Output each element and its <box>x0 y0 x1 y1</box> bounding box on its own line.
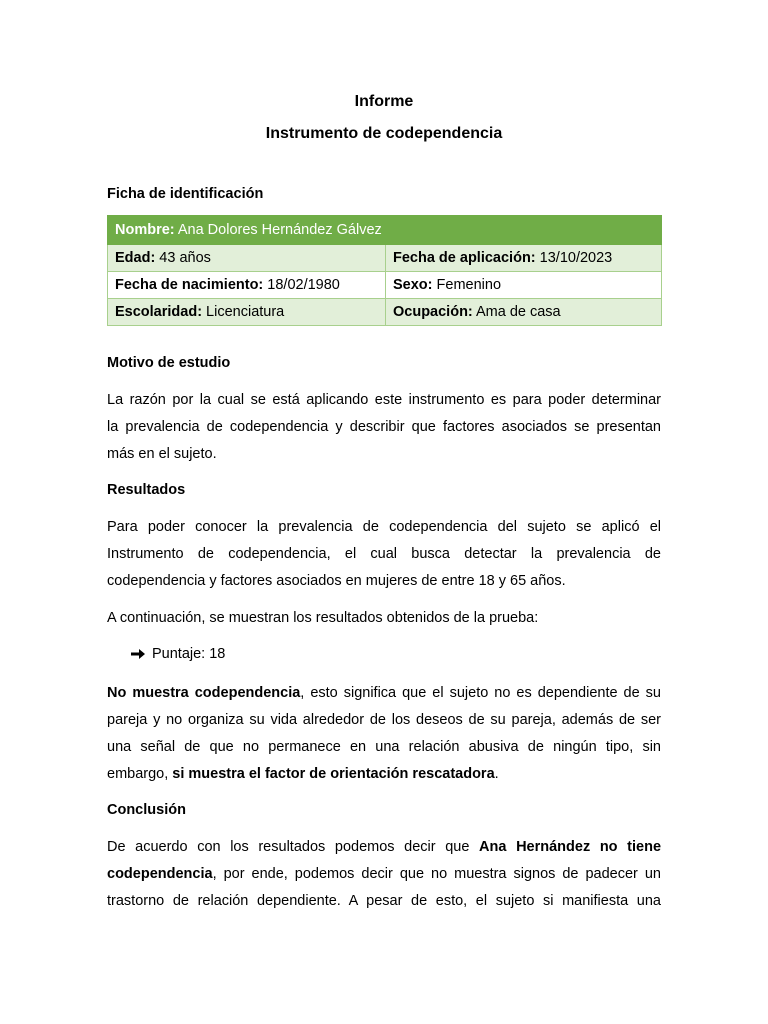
conclusion-paragraph <box>107 834 661 915</box>
ocupacion-value: Ama de casa <box>472 304 561 320</box>
escolaridad-cell <box>108 299 386 326</box>
resultados-intro <box>107 605 661 632</box>
table-row-nacimiento <box>108 272 662 299</box>
score-bullet <box>130 646 225 662</box>
escolaridad-label: Escolaridad: <box>115 304 203 320</box>
text-line: A continuación, se muestran los resultados obtenidos de la prueba: <box>107 610 539 626</box>
fecha-aplicacion-cell <box>386 245 662 272</box>
text-line: La razón por la cual se está aplicando este instrumento es para poder determinar <box>107 392 661 408</box>
text-fragment: embargo, <box>107 766 173 782</box>
conclusion-bold: Ana Hernández no tiene <box>479 839 662 855</box>
ocupacion-cell <box>386 299 662 326</box>
conclusion-bold: codependencia <box>107 866 213 882</box>
fecha-nacimiento-value: 18/02/1980 <box>263 277 340 293</box>
nombre-value: Ana Dolores Hernández Gálvez <box>174 222 382 238</box>
ocupacion-label: Ocupación: <box>393 304 473 320</box>
ficha-heading: Ficha de identificación <box>107 186 264 202</box>
sexo-label: Sexo: <box>393 277 433 293</box>
text-fragment: . <box>494 766 499 782</box>
fecha-nacimiento-cell <box>108 272 386 299</box>
resultados-interpretation <box>107 680 661 788</box>
fecha-nacimiento-label: Fecha de nacimiento: <box>115 277 264 293</box>
table-row-edad <box>108 245 662 272</box>
no-codependencia-bold: No muestra codependencia <box>107 685 301 701</box>
fecha-aplicacion-label: Fecha de aplicación: <box>393 250 536 266</box>
table-row-nombre <box>108 216 662 245</box>
text-line <box>107 861 661 888</box>
sexo-cell <box>386 272 662 299</box>
edad-cell <box>108 245 386 272</box>
fecha-aplicacion-value: 13/10/2023 <box>535 250 613 266</box>
arrow-right-icon <box>130 648 146 660</box>
text-line <box>107 761 661 788</box>
text-line: trastorno de relación dependiente. A pesar de esto, el sujeto si manifiesta una <box>107 893 661 909</box>
text-line: una señal de que no permanece en una relación abusiva de ningún tipo, sin <box>107 739 661 755</box>
edad-value: 43 años <box>155 250 211 266</box>
resultados-heading: Resultados <box>107 482 186 498</box>
text-line: pareja y no organiza su vida alrededor de los deseos de su pareja, además de ser <box>107 712 661 728</box>
text-line: la prevalencia de codependencia y describir que factores asociados se presentan <box>107 419 661 435</box>
sexo-value: Femenino <box>432 277 502 293</box>
edad-label: Edad: <box>115 250 156 266</box>
motivo-heading: Motivo de estudio <box>107 355 231 371</box>
text-line: más en el sujeto. <box>107 446 217 462</box>
identification-table <box>107 215 662 326</box>
score-text: Puntaje: 18 <box>152 646 226 662</box>
text-fragment: De acuerdo con los resultados podemos decir que <box>107 839 480 855</box>
document-title: Informe <box>354 93 414 110</box>
text-line <box>107 834 661 861</box>
nombre-label: Nombre: <box>115 222 175 238</box>
document-subtitle: Instrumento de codependencia <box>265 125 503 142</box>
text-line: Para poder conocer la prevalencia de codependencia del sujeto se aplicó el <box>107 519 661 535</box>
escolaridad-value: Licenciatura <box>202 304 285 320</box>
nombre-cell <box>108 216 662 245</box>
table-row-escolaridad <box>108 299 662 326</box>
motivo-paragraph <box>107 387 661 468</box>
text-line <box>107 680 661 707</box>
text-fragment: , por ende, podemos decir que no muestra signos de padecer un <box>212 866 661 882</box>
text-line: codependencia y factores asociados en mujeres de entre 18 y 65 años. <box>107 573 566 589</box>
conclusion-heading: Conclusión <box>107 802 186 818</box>
rescatadora-bold: si muestra el factor de orientación rescatadora <box>172 766 495 782</box>
resultados-paragraph <box>107 514 661 595</box>
text-line: Instrumento de codependencia, el cual busca detectar la prevalencia de <box>107 546 661 562</box>
text-fragment: , esto significa que el sujeto no es dependiente de su <box>300 685 661 701</box>
